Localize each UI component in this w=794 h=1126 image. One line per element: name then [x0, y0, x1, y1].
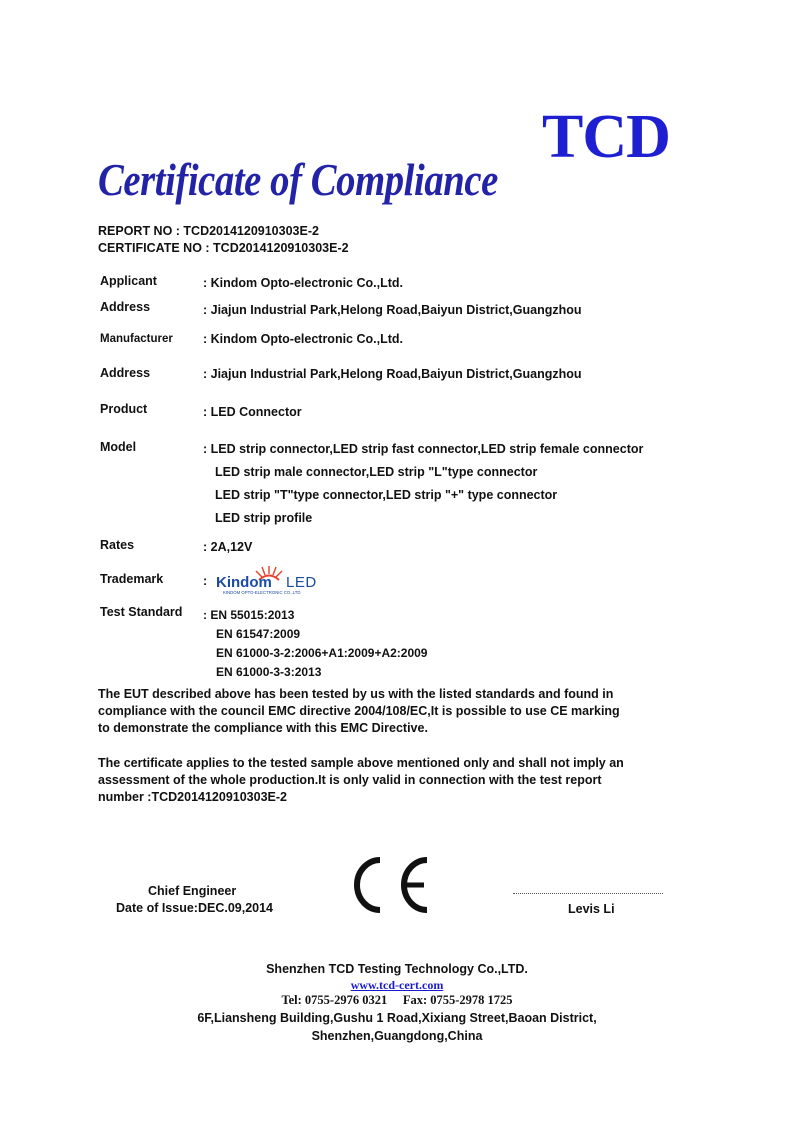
- signature-line: [513, 893, 663, 894]
- applicant-address-value: : Jiajun Industrial Park,Helong Road,Baiyun District,Guangzhou: [203, 303, 582, 317]
- website-link[interactable]: www.tcd-cert.com: [350, 978, 444, 992]
- model-line: LED strip male connector,LED strip "L"type connector: [215, 465, 538, 479]
- rates-value: : 2A,12V: [203, 540, 253, 554]
- date-of-issue: Date of Issue:DEC.09,2014: [116, 901, 274, 915]
- tcd-logo: TCD: [542, 103, 670, 171]
- website-row: [0, 978, 794, 993]
- certificate-title: Certificate of Compliance: [98, 155, 498, 205]
- statement-line: number :TCD2014120910303E-2: [98, 790, 287, 804]
- statement-line: to demonstrate the compliance with this EMC Directive.: [98, 721, 428, 735]
- certificate-number: CERTIFICATE NO : TCD2014120910303E-2: [98, 241, 349, 255]
- standard-item: EN 61000-3-3:2013: [216, 665, 322, 679]
- svg-text:LED: LED: [286, 574, 317, 591]
- ce-mark: [343, 852, 431, 918]
- model-line: LED strip "T"type connector,LED strip "+" type connector: [215, 488, 558, 502]
- product-value: : LED Connector: [203, 405, 302, 419]
- company-address-line: Shenzhen,Guangdong,China: [311, 1029, 483, 1043]
- standard-item: EN 61547:2009: [216, 627, 301, 641]
- test-standard-label: Test Standard: [100, 605, 183, 619]
- manufacturer-label: Manufacturer: [100, 333, 173, 345]
- svg-text:Kindom: Kindom: [216, 574, 272, 591]
- company-address-line: 6F,Liansheng Building,Gushu 1 Road,Xixiang Street,Baoan District,: [197, 1011, 597, 1025]
- model-line: LED strip profile: [215, 511, 313, 525]
- phone-fax: Tel: 0755-2976 0321 Fax: 0755-2978 1725: [281, 993, 513, 1007]
- rates-label: Rates: [100, 538, 135, 552]
- svg-text:KINDOM OPTO-ELECTRONIC CO.,LTD: KINDOM OPTO-ELECTRONIC CO.,LTD: [223, 590, 301, 595]
- address-label: Address: [100, 300, 151, 314]
- product-label: Product: [100, 402, 148, 416]
- statement-line: assessment of the whole production.It is only valid in connection with the test report: [98, 773, 602, 787]
- report-number: REPORT NO : TCD2014120910303E-2: [98, 224, 319, 238]
- statement-line: compliance with the council EMC directive 2004/108/EC,It is possible to use CE marking: [98, 704, 620, 718]
- model-label: Model: [100, 440, 137, 454]
- signer-name: Levis Li: [568, 902, 615, 916]
- compliance-statement: [98, 686, 620, 737]
- validity-statement: [98, 755, 624, 806]
- manufacturer-value: : Kindom Opto-electronic Co.,Ltd.: [203, 332, 403, 346]
- standard-item: EN 61000-3-2:2006+A1:2009+A2:2009: [216, 646, 428, 660]
- applicant-value: : Kindom Opto-electronic Co.,Ltd.: [203, 276, 403, 290]
- model-line: : LED strip connector,LED strip fast connector,LED strip female connector: [203, 442, 644, 456]
- trademark-colon: :: [203, 574, 208, 588]
- kindom-led-logo: [215, 565, 330, 595]
- address-label: Address: [100, 366, 151, 380]
- manufacturer-address-value: : Jiajun Industrial Park,Helong Road,Baiyun District,Guangzhou: [203, 367, 582, 381]
- standard-item: : EN 55015:2013: [203, 608, 295, 622]
- company-name: Shenzhen TCD Testing Technology Co.,LTD.: [266, 962, 528, 976]
- chief-engineer-label: Chief Engineer: [148, 884, 237, 898]
- statement-line: The EUT described above has been tested by us with the listed standards and found in: [98, 687, 614, 701]
- statement-line: The certificate applies to the tested sample above mentioned only and shall not imply an: [98, 756, 624, 770]
- applicant-label: Applicant: [100, 274, 157, 288]
- trademark-label: Trademark: [100, 572, 164, 586]
